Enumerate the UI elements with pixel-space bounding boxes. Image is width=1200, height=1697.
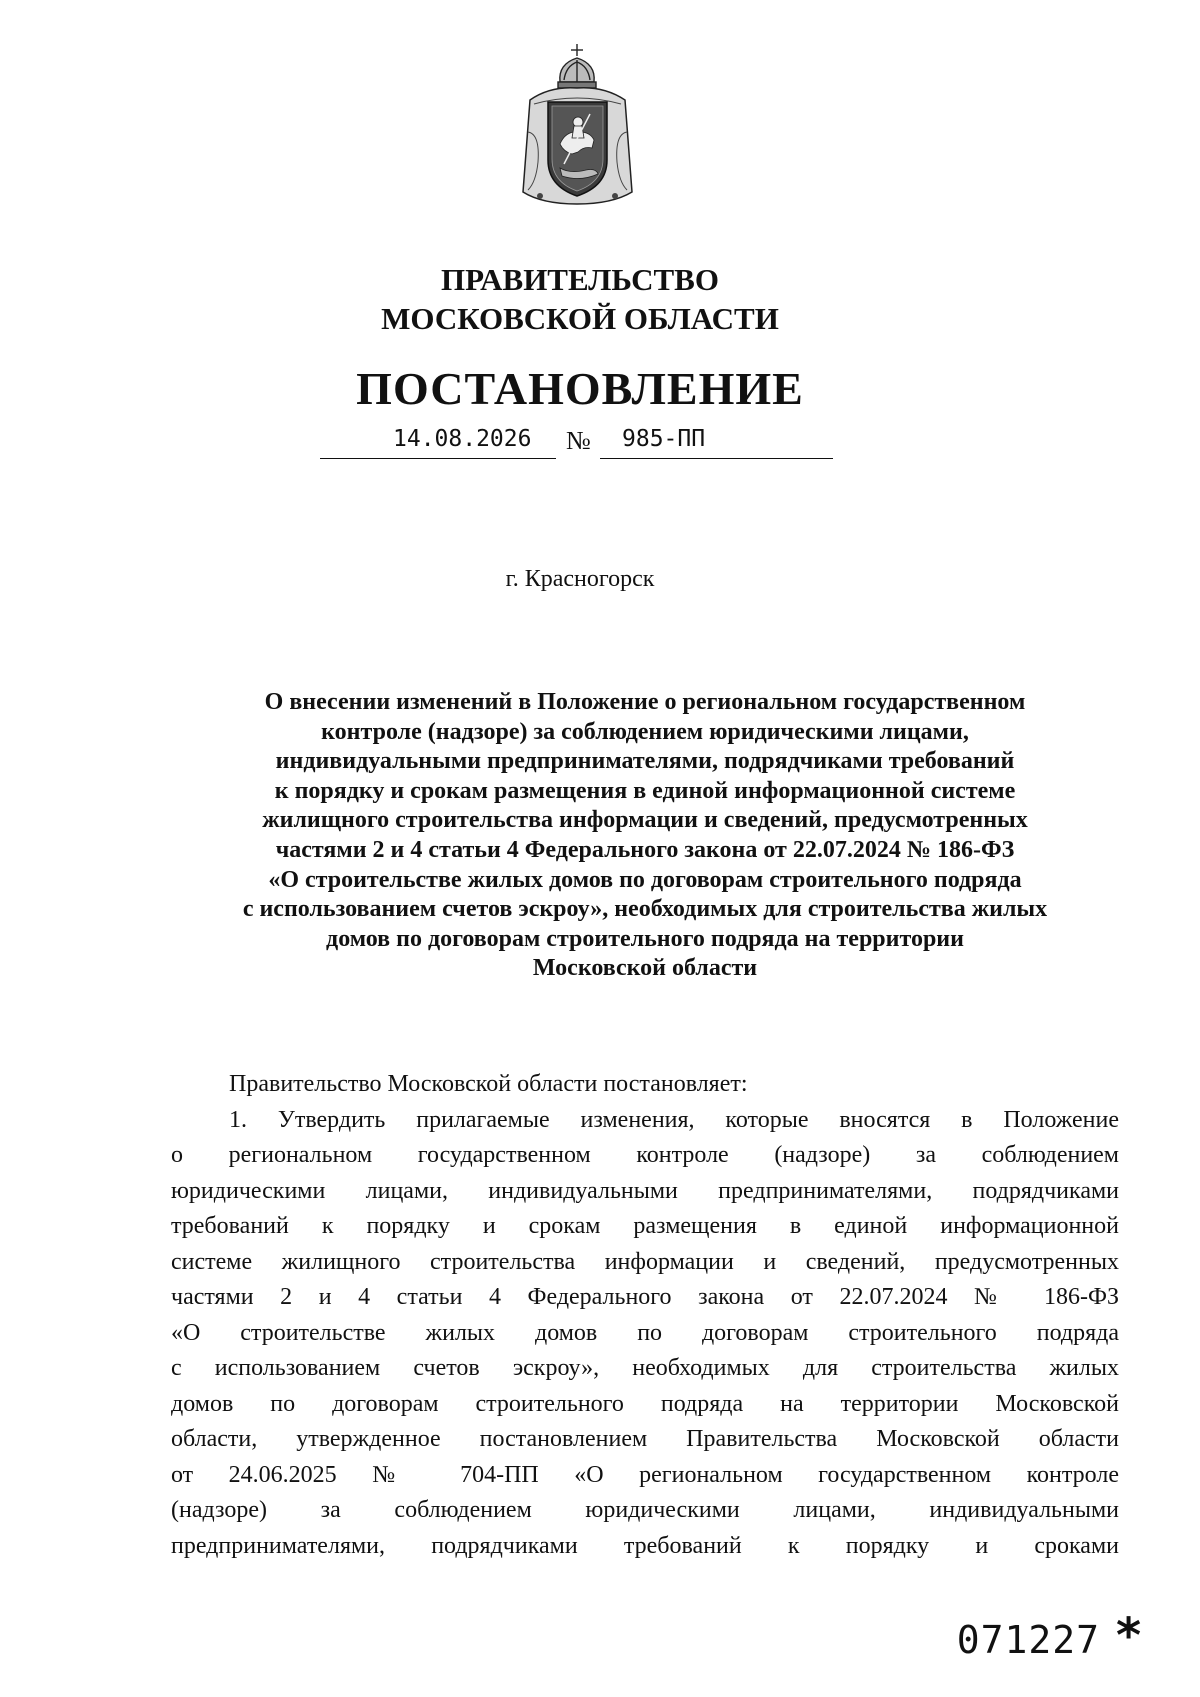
body-line: «О строительстве жилых домов по договорам строительного подряда [171,1319,1119,1346]
body-line: частями 2 и 4 статьи 4 Федерального закона от 22.07.2024 № 186-ФЗ [171,1284,1119,1310]
document-number: 985-ПП [622,426,706,452]
government-name-line2: МОСКОВСКОЙ ОБЛАСТИ [381,301,779,336]
government-name-line1: ПРАВИТЕЛЬСТВО [441,262,719,297]
body-line: о региональном государственном контроле (надзоре) за соблюдением [171,1142,1119,1168]
body-line: области, утвержденное постановлением Правительства Московской области [171,1426,1119,1452]
subject-line: с использованием счетов эскроу», необходимых для строительства жилых [242,896,1048,923]
registry-stamp-mark: * [1116,1608,1142,1664]
document-subject [170,688,1120,984]
subject-line: домов по договорам строительного подряда на территории [326,925,964,952]
subject-line: Московской области [532,955,758,982]
registry-stamp-number: 071227 [956,1618,1100,1662]
date-underline [320,458,556,459]
subject-line: индивидуальными предпринимателями, подрядчиками требований [275,748,1015,775]
body-line: предпринимателями, подрядчиками требований к порядку и сроками [171,1532,1119,1559]
body-line: от 24.06.2025 № 704-ПП «О региональном государственном контроле [171,1461,1119,1488]
body-line: юридическими лицами, индивидуальными предпринимателями, подрядчиками [171,1177,1119,1204]
document-type-title: ПОСТАНОВЛЕНИЕ [356,363,804,414]
body-intro: Правительство Московской области постановляет: [229,1071,748,1097]
document-date: 14.08.2026 [393,426,532,452]
body-line: 1. Утвердить прилагаемые изменения, которые вносятся в Положение [229,1106,1119,1133]
body-line: требований к порядку и срокам размещения в единой информационной [171,1213,1119,1239]
subject-line: «О строительстве жилых домов по договорам строительного подряда [268,866,1022,893]
number-underline [600,458,833,459]
subject-line: контроле (надзоре) за соблюдением юридическими лицами, [321,718,969,745]
number-sign: № [566,426,591,455]
subject-line: частями 2 и 4 статьи 4 Федерального закона от 22.07.2024 № 186-ФЗ [275,836,1015,863]
document-body [171,1067,1119,1564]
coat-of-arms-icon [520,42,635,212]
body-line: домов по договорам строительного подряда на территории Московской [171,1390,1119,1417]
subject-line: О внесении изменений в Положение о региональном государственном [264,689,1026,715]
subject-line: жилищного строительства информации и сведений, предусмотренных [262,807,1028,834]
city-label: г. Красногорск [505,566,655,592]
subject-line: к порядку и срокам размещения в единой информационной системе [274,777,1016,804]
body-line: (надзоре) за соблюдением юридическими лицами, индивидуальными [171,1497,1119,1523]
body-line: системе жилищного строительства информации и сведений, предусмотренных [171,1248,1119,1275]
body-line: с использованием счетов эскроу», необходимых для строительства жилых [171,1355,1119,1381]
